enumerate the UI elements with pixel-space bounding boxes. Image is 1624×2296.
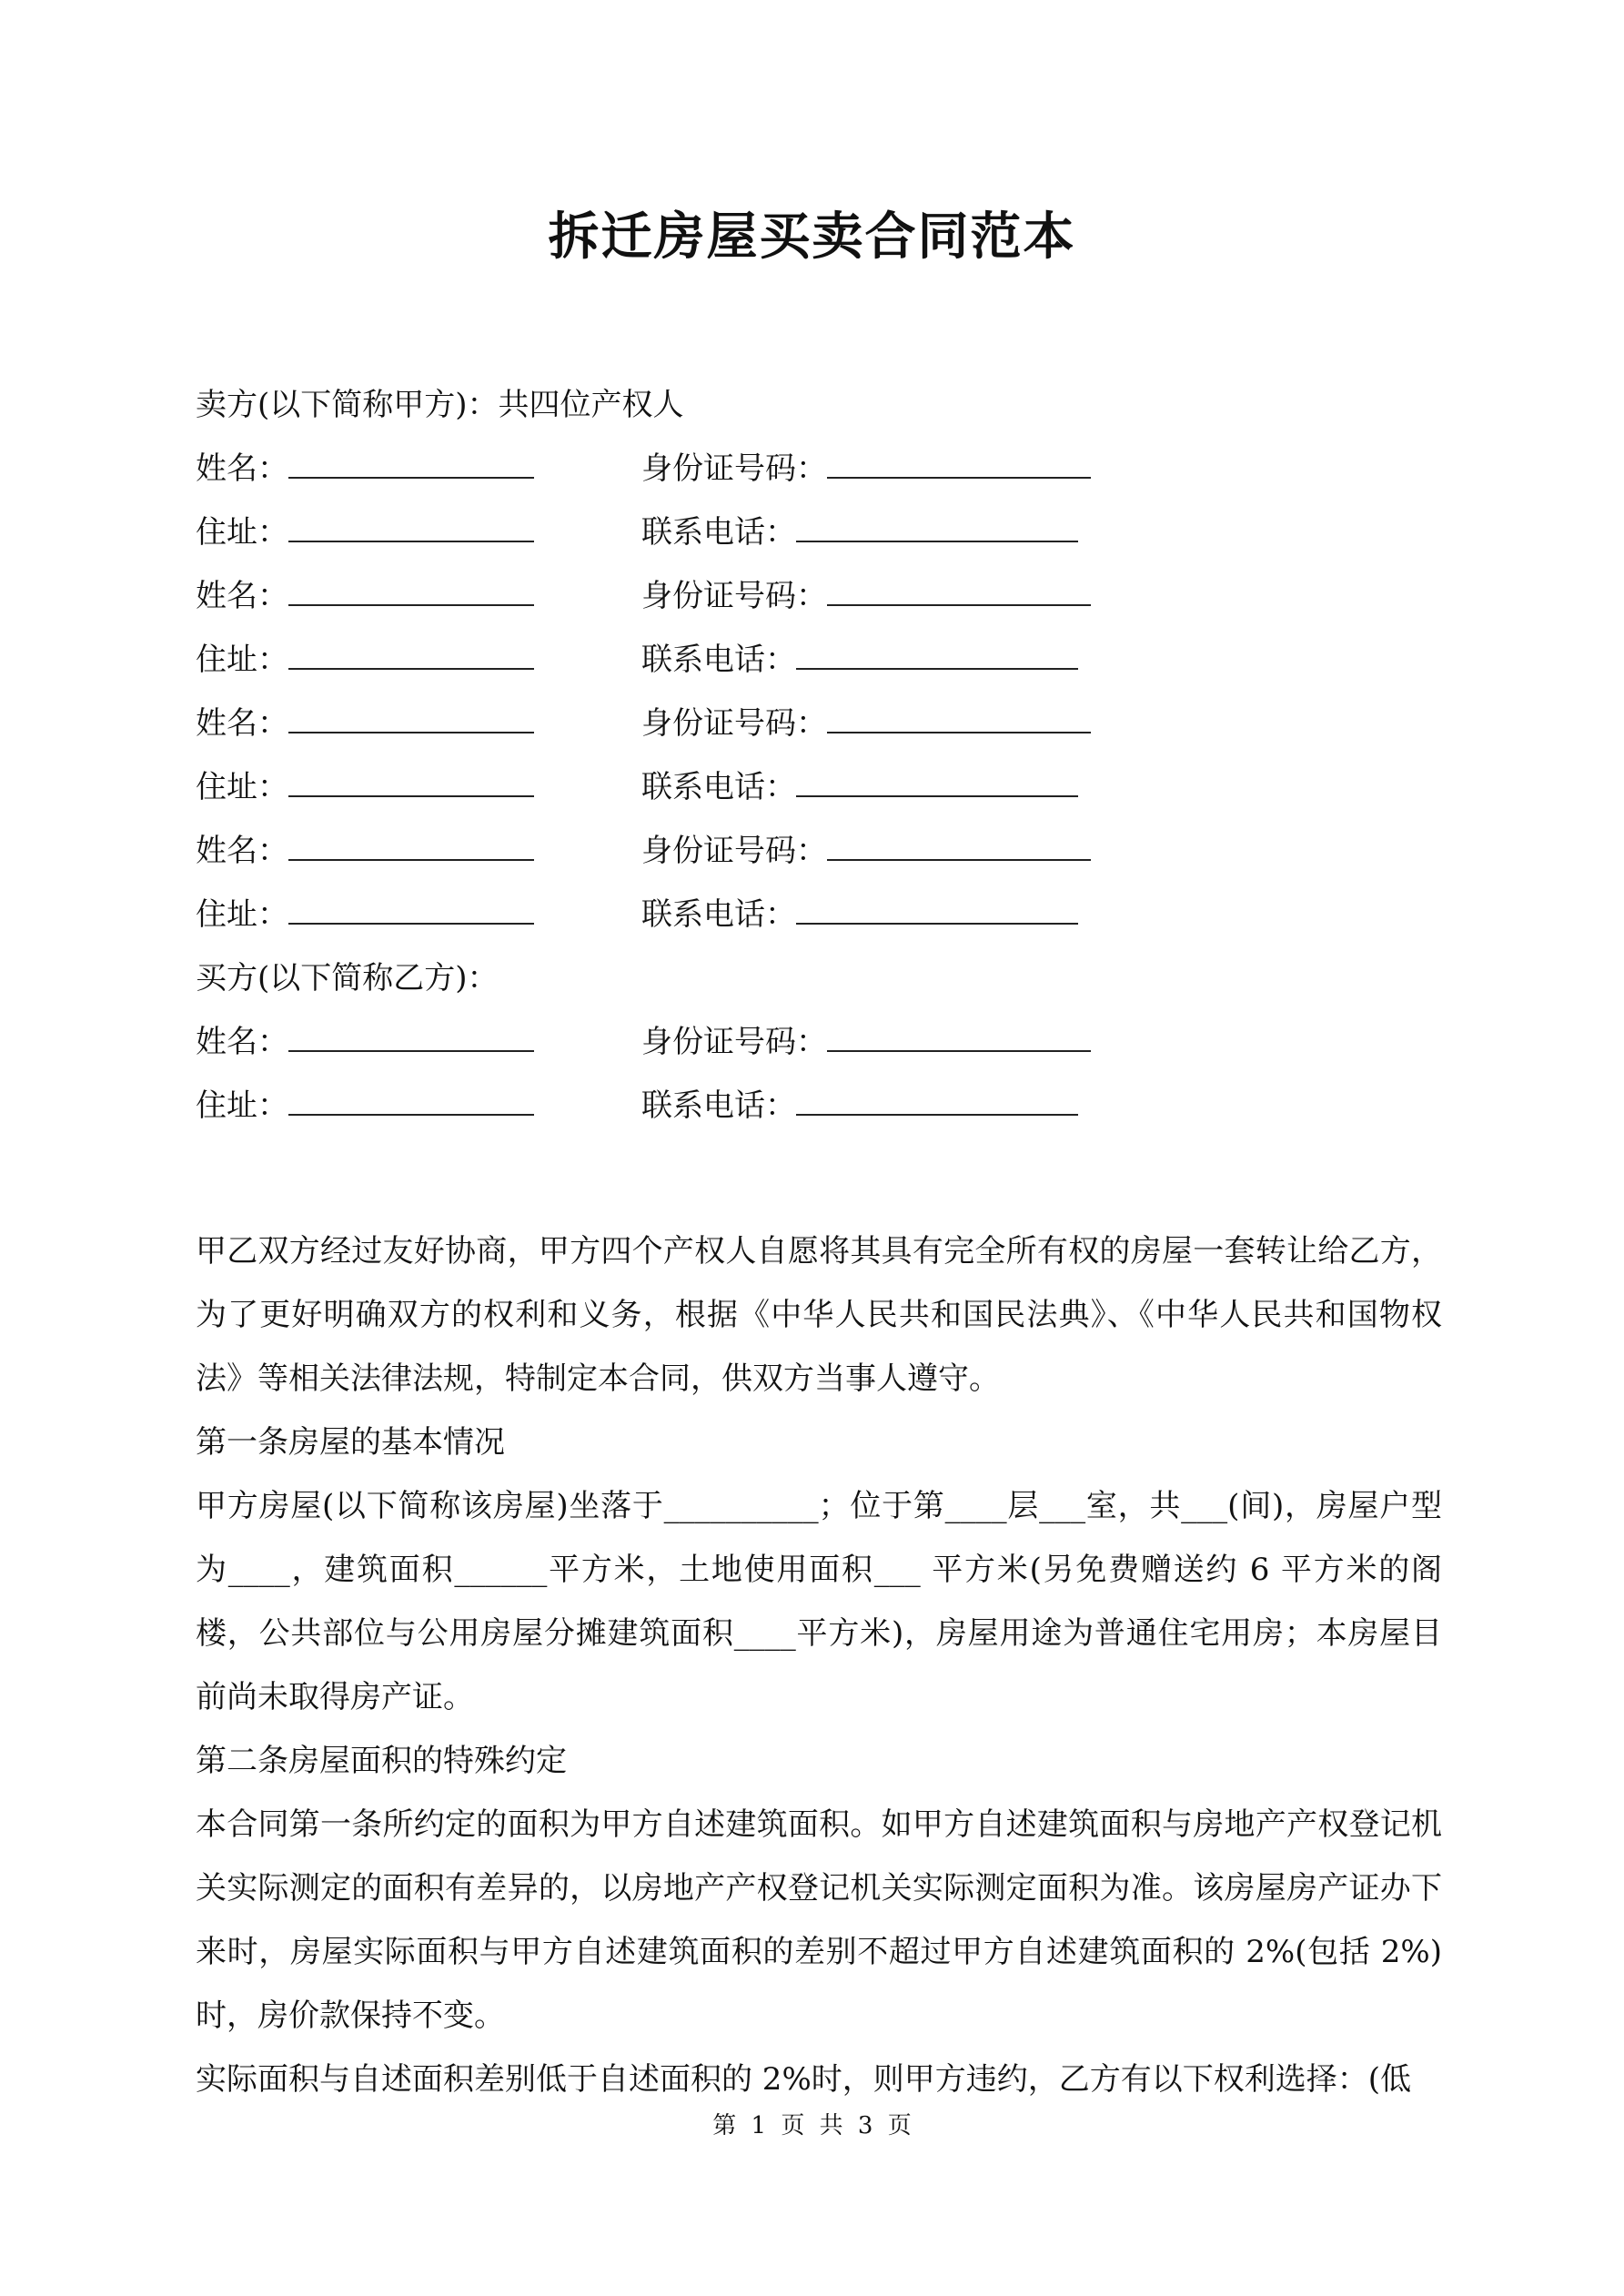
phone-blank — [796, 895, 1078, 925]
phone-label: 联系电话： — [641, 1087, 796, 1124]
article-2-paragraph: 本合同第一条所约定的面积为甲方自述建筑面积。如甲方自述建筑面积与房地产产权登记机关实际测定的面积有差异的，以房地产产权登记机关实际测定面积为准。该房屋房产证办下来时，房屋实际面积与甲方自述建筑面积的差别不超过甲方自述建筑面积的 2%(包括 2%)时，房价款保持不变。 — [196, 1806, 1442, 2034]
id-number-blank — [827, 577, 1091, 606]
buyer-row — [196, 1019, 1469, 1083]
seller-row — [196, 573, 1469, 637]
address-label: 住址： — [196, 896, 288, 933]
article-1-heading: 第一条房屋的基本情况 — [196, 1424, 505, 1461]
name-label: 姓名： — [196, 705, 288, 742]
preamble-paragraph: 甲乙双方经过友好协商，甲方四个产权人自愿将其具有完全所有权的房屋一套转让给乙方，为了更好明确双方的权利和义务，根据《中华人民共和国民法典》、《中华人民共和国物权法》等相关法律法规，特制定本合同，供双方当事人遵守。 — [196, 1233, 1442, 1397]
name-blank — [288, 577, 534, 606]
address-blank — [288, 895, 534, 925]
phone-blank — [796, 641, 1078, 670]
address-blank — [288, 641, 534, 670]
address-blank — [288, 1087, 534, 1116]
phone-label: 联系电话： — [641, 769, 796, 805]
seller-row — [196, 701, 1469, 764]
contract-body — [196, 1219, 1442, 2111]
phone-blank — [796, 513, 1078, 542]
phone-blank — [796, 768, 1078, 797]
id-number-label: 身份证号码： — [641, 705, 827, 742]
id-number-blank — [827, 1023, 1091, 1052]
name-blank — [288, 704, 534, 733]
name-label: 姓名： — [196, 833, 288, 869]
id-number-blank — [827, 704, 1091, 733]
seller-row — [196, 764, 1469, 828]
id-number-label: 身份证号码： — [641, 833, 827, 869]
name-label: 姓名： — [196, 1024, 288, 1060]
id-number-blank — [827, 832, 1091, 861]
document-title: 拆迁房屋买卖合同范本 — [548, 207, 1076, 267]
name-label: 姓名： — [196, 450, 288, 487]
phone-label: 联系电话： — [641, 896, 796, 933]
article-2-paragraph-continued: 实际面积与自述面积差别低于自述面积的 2%时，则甲方违约，乙方有以下权利选择：(低 — [196, 2061, 1412, 2098]
buyer-row — [196, 1083, 1469, 1147]
address-blank — [288, 768, 534, 797]
article-1-paragraph: 甲方房屋(以下简称该房屋)坐落于__________；位于第____层___室，共___(间)，房屋户型为____，建筑面积______平方米，土地使用面积___ 平方米(另免费赠送约 6 平方米的阁楼，公共部位与公用房屋分摊建筑面积____平方米)，房屋用途为普通住宅用房；本房屋目前尚未取得房产证。 — [196, 1488, 1442, 1715]
seller-row — [196, 637, 1469, 701]
article-2-heading: 第二条房屋面积的特殊约定 — [196, 1743, 567, 1779]
name-blank — [288, 1023, 534, 1052]
id-number-blank — [827, 450, 1091, 479]
name-blank — [288, 450, 534, 479]
address-label: 住址： — [196, 1087, 288, 1124]
page-footer: 第 1 页 共 3 页 — [712, 2112, 912, 2139]
address-label: 住址： — [196, 514, 288, 551]
phone-blank — [796, 1087, 1078, 1116]
seller-intro: 卖方(以下简称甲方)：共四位产权人 — [196, 387, 684, 423]
id-number-label: 身份证号码： — [641, 450, 827, 487]
name-label: 姓名： — [196, 578, 288, 614]
id-number-label: 身份证号码： — [641, 1024, 827, 1060]
name-blank — [288, 832, 534, 861]
seller-row — [196, 892, 1469, 956]
address-label: 住址： — [196, 642, 288, 678]
seller-row — [196, 828, 1469, 892]
seller-row — [196, 446, 1469, 510]
id-number-label: 身份证号码： — [641, 578, 827, 614]
buyer-intro: 买方(以下简称乙方)： — [196, 960, 499, 996]
party-fields — [196, 446, 1469, 1147]
seller-row — [196, 510, 1469, 573]
address-blank — [288, 513, 534, 542]
phone-label: 联系电话： — [641, 642, 796, 678]
phone-label: 联系电话： — [641, 514, 796, 551]
address-label: 住址： — [196, 769, 288, 805]
